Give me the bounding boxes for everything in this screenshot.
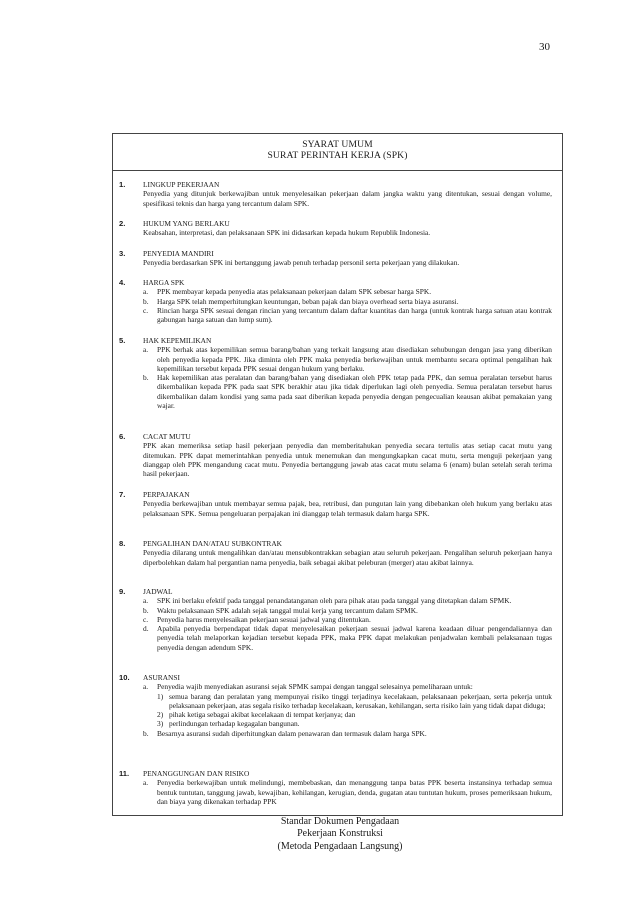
section-penanggungan-risiko [113,769,562,806]
item-text: Waktu pelaksanaan SPK adalah sejak tanggal mulai kerja yang tercantum dalam SPMK. [157,605,418,615]
sub-item [157,719,552,728]
section-title: ASURANSI [143,673,180,682]
section-lingkup-pekerjaan [113,180,562,208]
section-title: PENANGGUNGAN DAN RISIKO [143,769,250,778]
document-frame [112,133,563,816]
sub-item-text: semua barang dan peralatan yang mempunyai risiko tinggi terjadinya kecelakaan, pelaksanaan pekerjaan, serta pekerja untuk pelaksanaan pekerjaan, atas segala risiko terhadap kecelakaan, kerusakan, kehilangan, serta risiko lain yang tidak dapat diduga; [169,691,552,710]
section-perpajakan [113,490,562,518]
list-item [143,682,552,691]
sub-item-text: pihak ketiga sebagai akibat kecelakaan di tempat kerjanya; dan [169,710,356,720]
item-text: Penyedia harus menyelesaikan pekerjaan sesuai jadwal yang ditentukan. [157,614,371,624]
section-body: Penyedia dilarang untuk mengalihkan dan/atau mensubkontrakkan sebagian atau seluruh pekerjaan. Pengalihan seluruh pekerjaan hanya diperbolehkan dalam hal pergantian nama penyedia, baik sebagai akibat peleburan (merger) atau akibat lainnya. [143,548,552,567]
section-number: 2. [119,219,126,228]
footer-line: Pekerjaan Konstruksi [297,828,383,840]
section-body: Penyedia berdasarkan SPK ini bertanggung jawab penuh terhadap personil serta pekerjaan yang dilakukan. [143,258,460,268]
list-item [143,778,552,806]
item-text: Hak kepemilikan atas peralatan dan barang/bahan yang disediakan oleh PPK tetap pada PPK, dan semua peralatan tersebut harus dikembalikan kepada PPK pada saat SPK berakhir atau jika tidak diperlukan lagi oleh penyedia. Semua peralatan tersebut harus dikembalikan dalam kondisi yang sama pada saat diberikan kepada penyedia dengan pengecualian keausan akibat pemakaian yang wajar. [157,373,552,411]
sub-item-label: 3) [157,719,164,729]
item-label: c. [143,614,149,624]
section-title: LINGKUP PEKERJAAN [143,180,220,189]
item-text: PPK berhak atas kepemilikan semua barang/bahan yang terkait langsung atau disediakan sehubungan dengan jasa yang diberikan oleh penyedia kepada PPK. Jika diminta oleh PPK maka penyedia berkewajiban untuk membantu secara optimal pengalihan hak kepemilikan tersebut kepada PPK sesuai dengan hukum yang berlaku. [157,345,552,373]
item-text: Penyedia wajib menyediakan asuransi sejak SPMK sampai dengan tanggal selesainya pemeliharaan untuk: [157,682,473,692]
list-item [143,606,552,615]
document-header [113,134,562,171]
item-label: b. [143,728,149,738]
sub-item [157,710,552,719]
list-item [143,624,552,652]
section-asuransi [113,673,562,738]
item-label: b. [143,296,149,306]
sub-item-label: 1) [157,691,164,701]
footer-line: Standar Dokumen Pengadaan [280,816,400,827]
section-number: 1. [119,180,126,189]
section-title: PERPAJAKAN [143,490,190,499]
item-text: Harga SPK telah memperhitungkan keuntungan, beban pajak dan biaya overhead serta biaya asuransi. [157,296,459,306]
item-label: a. [143,682,149,692]
page-number: 30 [539,41,550,53]
section-title: HARGA SPK [143,278,185,287]
section-title: HUKUM YANG BERLAKU [143,219,230,228]
item-text: Rincian harga SPK sesuai dengan rincian yang tercantum dalam daftar kuantitas dan harga (untuk kontrak harga satuan atau kontrak gabungan harga satuan dan lump sum). [157,305,552,325]
page-footer [220,816,460,853]
sub-item-label: 2) [157,710,164,720]
section-body: Penyedia berkewajiban untuk membayar semua pajak, bea, retribusi, dan pungutan lain yang dibebankan oleh hukum yang berlaku atas pelaksanaan SPK. Semua pengeluaran perpajakan ini dianggap telah termasuk dalam harga SPK. [143,499,552,518]
footer-line: (Metoda Pengadaan Langsung) [277,840,403,852]
section-body: PPK akan memeriksa setiap hasil pekerjaan penyedia dan memberitahukan penyedia secara tertulis atas setiap cacat mutu yang ditemukan. PPK dapat memerintahkan penyedia untuk menemukan dan mengungkapkan cacat mutu, serta menguji pekerjaan yang dianggap oleh PPK mengandung cacat mutu. Penyedia bertanggung jawab atas cacat mutu selama 6 (enam) bulan setelah serah terima hasil pekerjaan. [143,441,552,479]
item-label: a. [143,287,149,297]
section-jadwal [113,587,562,652]
document-title: SYARAT UMUM [302,139,373,150]
section-number: 10. [119,673,130,682]
section-number: 4. [119,278,126,287]
section-title: HAK KEPEMILIKAN [143,336,212,345]
sub-item-text: perlindungan terhadap kegagalan bangunan. [169,719,300,729]
item-label: d. [143,624,149,634]
section-number: 9. [119,587,126,596]
list-item [143,297,552,306]
section-number: 6. [119,432,126,441]
section-title: CACAT MUTU [143,432,191,441]
section-number: 5. [119,336,126,345]
section-body: Penyedia yang ditunjuk berkewajiban untuk menyelesaikan pekerjaan dalam jangka waktu yang ditentukan, sesuai dengan volume, spesifikasi teknis dan harga yang tercantum dalam SPK. [143,189,552,208]
item-label: b. [143,605,149,615]
section-harga-spk [113,278,562,324]
sub-item [157,692,552,711]
section-number: 11. [119,769,130,778]
list-item [143,615,552,624]
section-hak-kepemilikan [113,336,562,410]
item-text: Apabila penyedia berpendapat tidak dapat menyelesaikan pekerjaan sesuai jadwal karena keadaan diluar pengendaliannya dan penyedia telah melaporkan kejadian tersebut kepada PPK, maka PPK dapat melakukan penjadwalan kembali pelaksanaan tugas penyedia dengan adendum SPK. [157,624,552,652]
document-subtitle: SURAT PERINTAH KERJA (SPK) [267,150,408,161]
section-cacat-mutu [113,432,562,478]
section-penyedia-mandiri [113,249,562,268]
list-item [143,306,552,325]
item-text: SPK ini berlaku efektif pada tanggal penandatanganan oleh para pihak atau pada tanggal yang ditetapkan dalam SPMK. [157,596,512,606]
section-pengalihan-subkontrak [113,539,562,567]
item-label: b. [143,373,149,383]
section-title: JADWAL [143,587,173,596]
item-text: Besarnya asuransi sudah diperhitungkan dalam penawaran dan termasuk dalam harga SPK. [157,728,427,738]
section-number: 8. [119,539,126,548]
section-hukum-yang-berlaku [113,219,562,238]
section-number: 7. [119,490,126,499]
item-label: a. [143,596,149,606]
item-text: Penyedia berkewajiban untuk melindungi, membebaskan, dan menanggung tanpa batas PPK beserta instansinya terhadap semua bentuk tuntutan, tanggung jawab, kewajiban, kehilangan, kerugian, denda, gugatan atau tuntutan hukum, proses pemeriksaan hukum, dan biaya yang dikenakan terhadap PPK [157,778,552,806]
section-title: PENGALIHAN DAN/ATAU SUBKONTRAK [143,539,283,548]
item-text: PPK membayar kepada penyedia atas pelaksanaan pekerjaan dalam SPK sebesar harga SPK. [157,287,432,297]
item-label: c. [143,305,149,315]
section-number: 3. [119,249,126,258]
list-item [143,287,552,296]
section-body: Keabsahan, interpretasi, dan pelaksanaan SPK ini didasarkan kepada hukum Republik Indonesia. [143,228,431,238]
item-label: a. [143,345,149,355]
section-title: PENYEDIA MANDIRI [143,249,214,258]
list-item [143,373,552,410]
item-label: a. [143,778,149,788]
list-item [143,729,552,738]
list-item [143,345,552,373]
list-item [143,596,552,605]
